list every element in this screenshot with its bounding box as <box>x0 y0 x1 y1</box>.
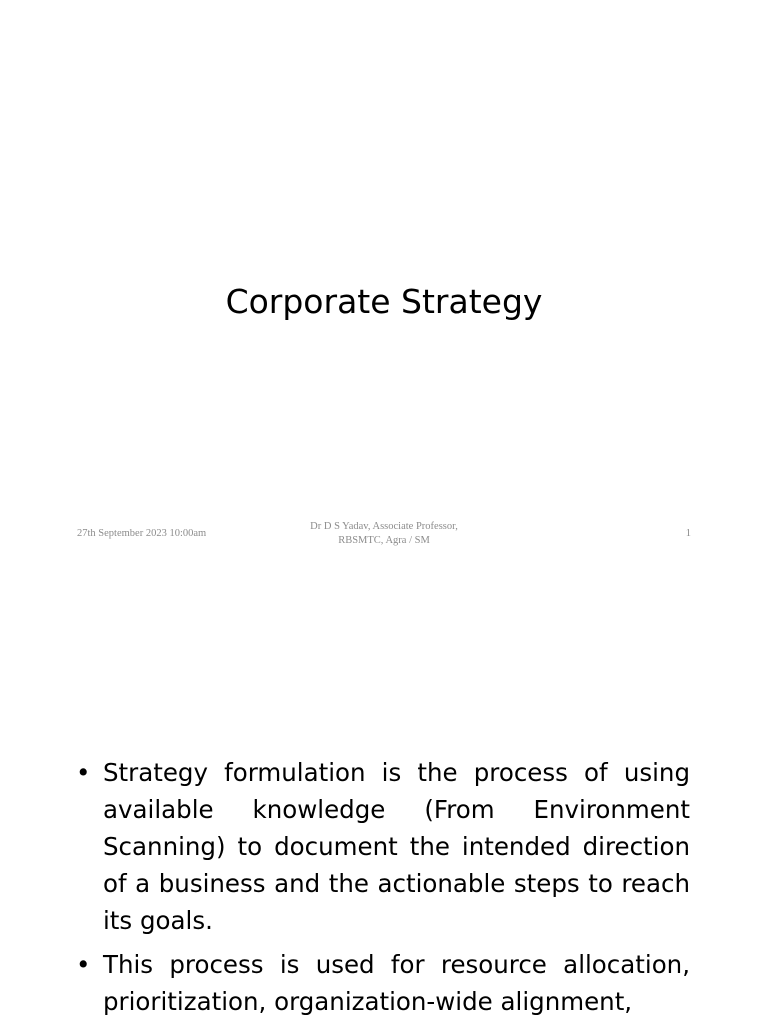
bullet-item-2 <box>76 946 690 1020</box>
footer-author <box>284 520 484 548</box>
footer-author-line-1: Dr D S Yadav, Associate Professor, <box>310 521 458 532</box>
slide-title: Corporate Strategy <box>225 282 543 321</box>
footer-date: 27th September 2023 10:00am <box>77 528 207 539</box>
footer-author-line-2: RBSMTC, Agra / SM <box>338 535 430 546</box>
content-slide <box>0 576 768 1024</box>
bullet-icon: • <box>76 950 91 979</box>
bullet-text-2: This process is used for resource allocation, prioritization, organization-wide alignment, <box>103 950 690 1016</box>
footer-page-number: 1 <box>685 528 691 539</box>
slide-footer <box>0 520 768 552</box>
bullet-list <box>76 754 690 1024</box>
bullet-item-1 <box>76 754 690 939</box>
bullet-text-1: Strategy formulation is the process of using available knowledge (From Environment Scanning) to document the intended direction of a business and the actionable steps to reach its goals. <box>103 758 690 935</box>
bullet-icon: • <box>76 758 91 787</box>
